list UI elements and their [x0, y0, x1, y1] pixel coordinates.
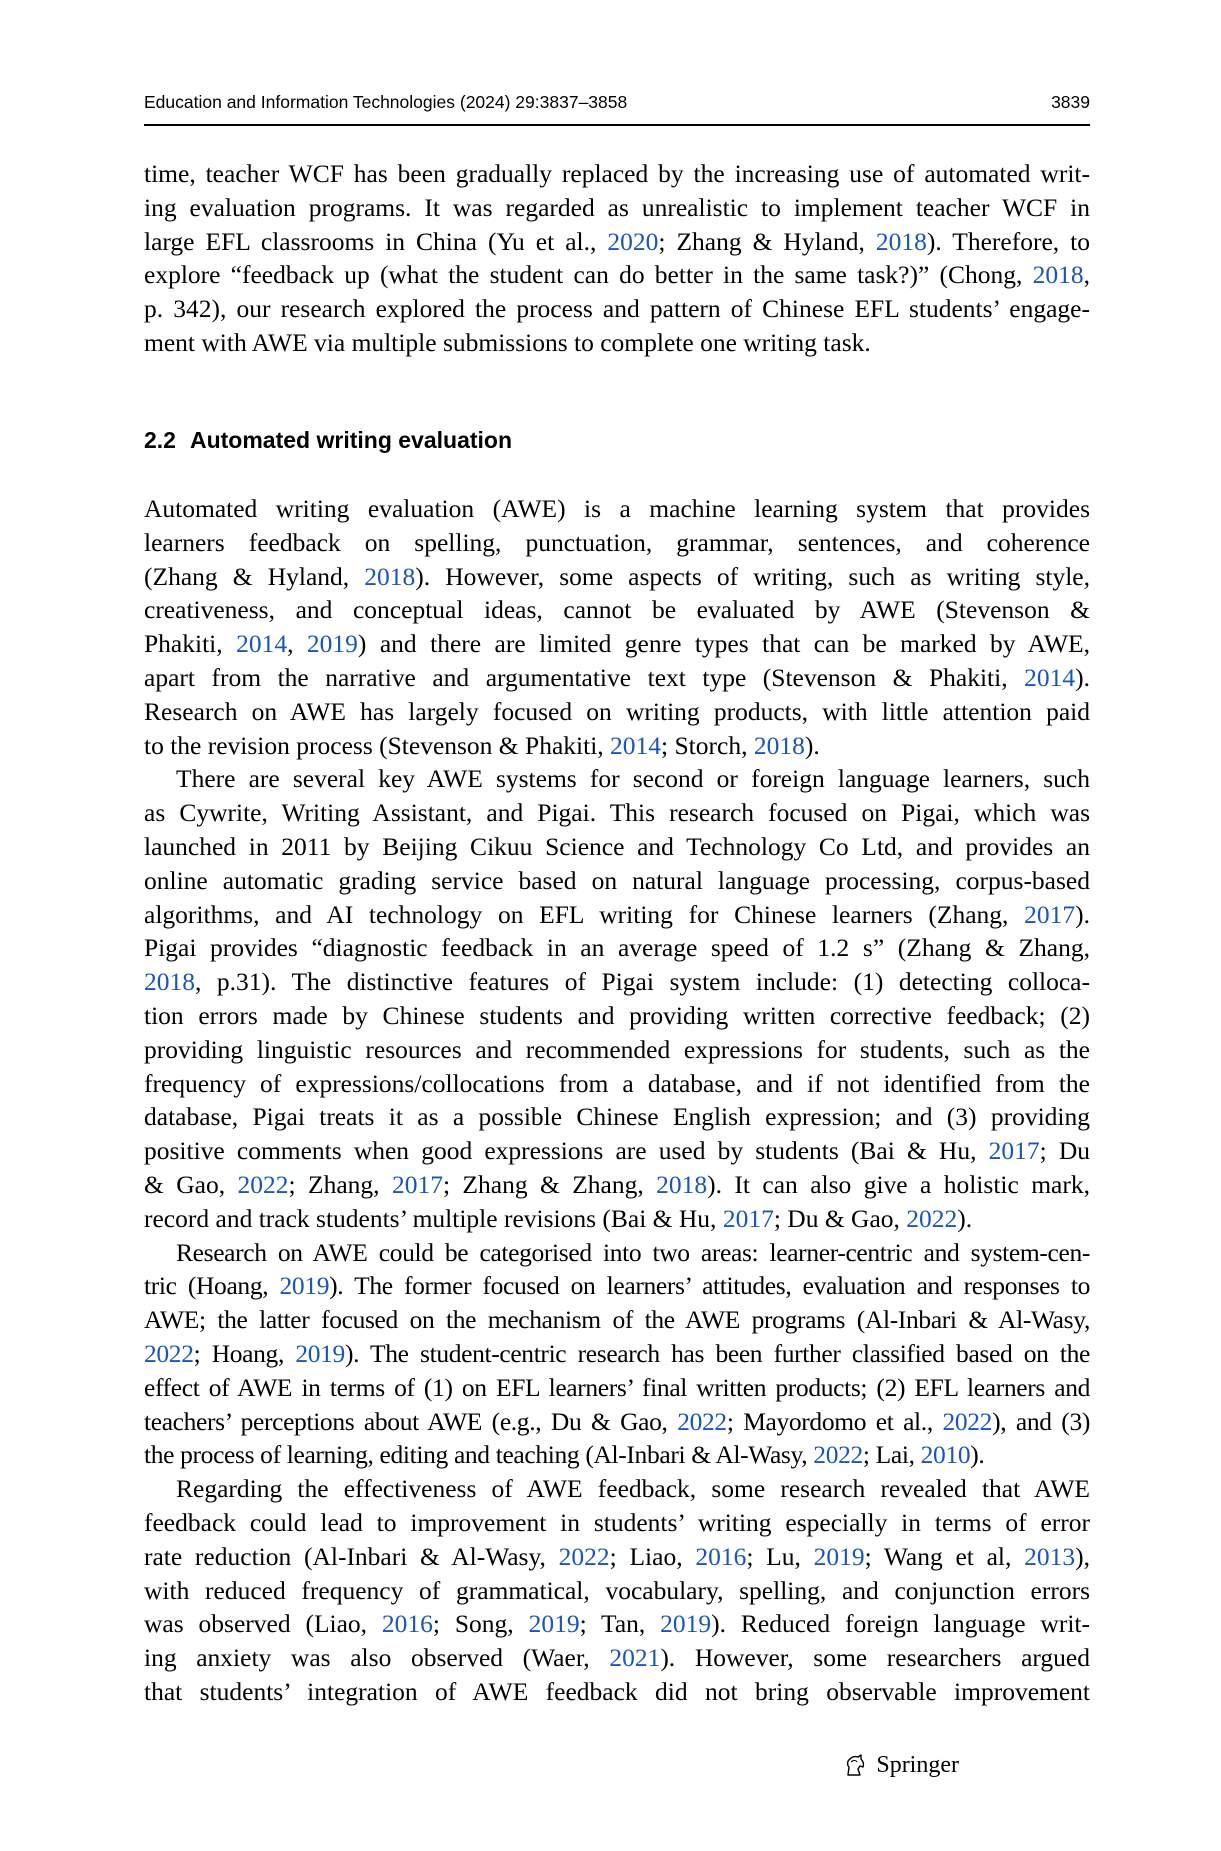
text-line: creativeness, and conceptual ideas, cannot be evaluated by AWE (Stevenson &: [144, 595, 1090, 625]
text-line: apart from the narrative and argumentative text type (Stevenson & Phakiti, 2014).: [144, 662, 1090, 692]
citation-link[interactable]: 2019: [660, 1609, 712, 1639]
text-line: algorithms, and AI technology on EFL writing for Chinese learners (Zhang, 2017).: [144, 899, 1090, 929]
paragraph: [144, 157, 1090, 360]
running-header: [144, 92, 1090, 122]
text-line: tion errors made by Chinese students and providing written corrective feedback; (2): [144, 1000, 1090, 1030]
text-line: as Cywrite, Writing Assistant, and Pigai. This research focused on Pigai, which was: [144, 798, 1090, 828]
citation-link[interactable]: 2016: [381, 1609, 433, 1639]
citation-link[interactable]: 2021: [609, 1643, 661, 1673]
citation-link[interactable]: 2022: [237, 1169, 289, 1199]
citation-link[interactable]: 2022: [813, 1440, 863, 1470]
text-line: ing anxiety was also observed (Waer, 2021). However, some researchers argued: [144, 1643, 1090, 1673]
citation-link[interactable]: 2017: [1024, 899, 1076, 929]
section-number: 2.2: [144, 427, 176, 453]
text-line: feedback could lead to improvement in students’ writing especially in terms of error: [144, 1507, 1090, 1537]
citation-link[interactable]: 2018: [656, 1169, 708, 1199]
text-line: to the revision process (Stevenson & Phakiti, 2014; Storch, 2018).: [144, 730, 820, 760]
citation-link[interactable]: 2022: [558, 1541, 610, 1571]
text-line: 2018, p.31). The distinctive features of Pigai system include: (1) detecting colloca-: [144, 967, 1090, 997]
text-line: database, Pigai treats it as a possible Chinese English expression; and (3) providing: [144, 1102, 1090, 1132]
text-line: (Zhang & Hyland, 2018). However, some aspects of writing, such as writing style,: [144, 561, 1090, 591]
text-line: Phakiti, 2014, 2019) and there are limited genre types that can be marked by AWE,: [144, 629, 1090, 659]
citation-link[interactable]: 2019: [813, 1541, 865, 1571]
citation-link[interactable]: 2018: [1032, 260, 1084, 290]
citation-link[interactable]: 2014: [236, 629, 288, 659]
text-line: rate reduction (Al-Inbari & Al-Wasy, 2022; Liao, 2016; Lu, 2019; Wang et al, 2013),: [144, 1541, 1090, 1571]
section-heading: [144, 427, 512, 454]
text-line: online automatic grading service based on natural language processing, corpus-based: [144, 865, 1090, 895]
text-line: p. 342), our research explored the process and pattern of Chinese EFL students’ engage-: [144, 294, 1090, 324]
text-line: Research on AWE has largely focused on writing products, with little attention paid: [144, 696, 1090, 726]
page-number: 3839: [1051, 92, 1090, 112]
citation-link[interactable]: 2019: [306, 629, 358, 659]
text-line: Pigai provides “diagnostic feedback in an average speed of 1.2 s” (Zhang & Zhang,: [144, 933, 1090, 963]
text-line: frequency of expressions/collocations from a database, and if not identified from the: [144, 1068, 1090, 1098]
text-line: AWE; the latter focused on the mechanism of the AWE programs (Al-Inbari & Al-Wasy,: [144, 1305, 1090, 1335]
springer-horse-icon: [842, 1753, 868, 1779]
text-line: time, teacher WCF has been gradually replaced by the increasing use of automated writ-: [144, 159, 1090, 188]
citation-link[interactable]: 2017: [722, 1203, 774, 1233]
text-line: & Gao, 2022; Zhang, 2017; Zhang & Zhang, 2018). It can also give a holistic mark,: [144, 1169, 1090, 1199]
paragraph: [144, 1236, 1090, 1473]
text-line: teachers’ perceptions about AWE (e.g., Du & Gao, 2022; Mayordomo et al., 2022), and (3): [144, 1406, 1090, 1436]
text-line: tric (Hoang, 2019). The former focused on learners’ attitudes, evaluation and responses to: [144, 1271, 1091, 1301]
section-title: Automated writing evaluation: [189, 427, 513, 453]
citation-link[interactable]: 2018: [875, 226, 927, 256]
header-rule: [144, 124, 1090, 126]
citation-link[interactable]: 2013: [1024, 1541, 1076, 1571]
text-line: ing evaluation programs. It was regarded as unrealistic to implement teacher WCF in: [144, 192, 1090, 222]
text-line: explore “feedback up (what the student can do better in the same task?)” (Chong, 2018,: [144, 260, 1090, 290]
text-line: launched in 2011 by Beijing Cikuu Science and Technology Co Ltd, and provides an: [144, 831, 1090, 861]
text-line: with reduced frequency of grammatical, vocabulary, spelling, and conjunction errors: [144, 1575, 1090, 1605]
citation-link[interactable]: 2017: [391, 1169, 443, 1199]
text-line: positive comments when good expressions are used by students (Bai & Hu, 2017; Du: [144, 1136, 1091, 1166]
journal-citation: Education and Information Technologies (2024) 29:3837–3858: [144, 92, 628, 112]
text-line: Research on AWE could be categorised into two areas: learner-centric and system-cen-: [176, 1237, 1090, 1267]
citation-link[interactable]: 2019: [295, 1338, 345, 1368]
paragraph: [144, 492, 1090, 762]
section-body: [144, 492, 1090, 1709]
text-line: Regarding the effectiveness of AWE feedback, some research revealed that AWE: [176, 1474, 1090, 1504]
citation-link[interactable]: 2016: [695, 1541, 747, 1571]
citation-link[interactable]: 2022: [906, 1203, 958, 1233]
citation-link[interactable]: 2014: [1024, 662, 1076, 692]
text-line: learners feedback on spelling, punctuation, grammar, sentences, and coherence: [144, 527, 1090, 557]
paragraph-block-intro: [144, 157, 1090, 360]
text-line: that students’ integration of AWE feedback did not bring observable improvement: [144, 1676, 1090, 1706]
text-line: record and track students’ multiple revisions (Bai & Hu, 2017; Du & Gao, 2022).: [144, 1203, 973, 1233]
text-line: effect of AWE in terms of (1) on EFL learners’ final written products; (2) EFL learners and: [144, 1372, 1090, 1402]
citation-link[interactable]: 2022: [942, 1406, 993, 1436]
text-line: There are several key AWE systems for second or foreign language learners, such: [176, 764, 1090, 794]
citation-link[interactable]: 2018: [753, 730, 805, 760]
publisher-footer: [842, 1752, 959, 1779]
text-line: was observed (Liao, 2016; Song, 2019; Tan, 2019). Reduced foreign language writ-: [144, 1609, 1090, 1639]
text-line: providing linguistic resources and recommended expressions for students, such as the: [144, 1034, 1090, 1064]
text-line: large EFL classrooms in China (Yu et al., 2020; Zhang & Hyland, 2018). Therefore, to: [144, 226, 1090, 256]
citation-link[interactable]: 2022: [677, 1406, 727, 1436]
text-line: 2022; Hoang, 2019). The student-centric research has been further classified based on the: [144, 1338, 1090, 1368]
citation-link[interactable]: 2020: [607, 226, 659, 256]
citation-link[interactable]: 2019: [528, 1609, 580, 1639]
citation-link[interactable]: 2017: [988, 1136, 1040, 1166]
citation-link[interactable]: 2010: [920, 1440, 971, 1470]
paragraph: [144, 762, 1090, 1235]
paragraph: [144, 1472, 1090, 1709]
citation-link[interactable]: 2018: [364, 561, 416, 591]
citation-link[interactable]: 2022: [144, 1338, 194, 1368]
citation-link[interactable]: 2014: [610, 730, 662, 760]
citation-link[interactable]: 2019: [279, 1271, 330, 1301]
text-line: ment with AWE via multiple submissions to complete one writing task.: [144, 327, 871, 357]
text-line: Automated writing evaluation (AWE) is a machine learning system that provides: [144, 494, 1090, 523]
publisher-name: Springer: [876, 1752, 959, 1778]
text-line: the process of learning, editing and teaching (Al-Inbari & Al-Wasy, 2022; Lai, 2010).: [144, 1440, 985, 1470]
citation-link[interactable]: 2018: [144, 967, 195, 997]
